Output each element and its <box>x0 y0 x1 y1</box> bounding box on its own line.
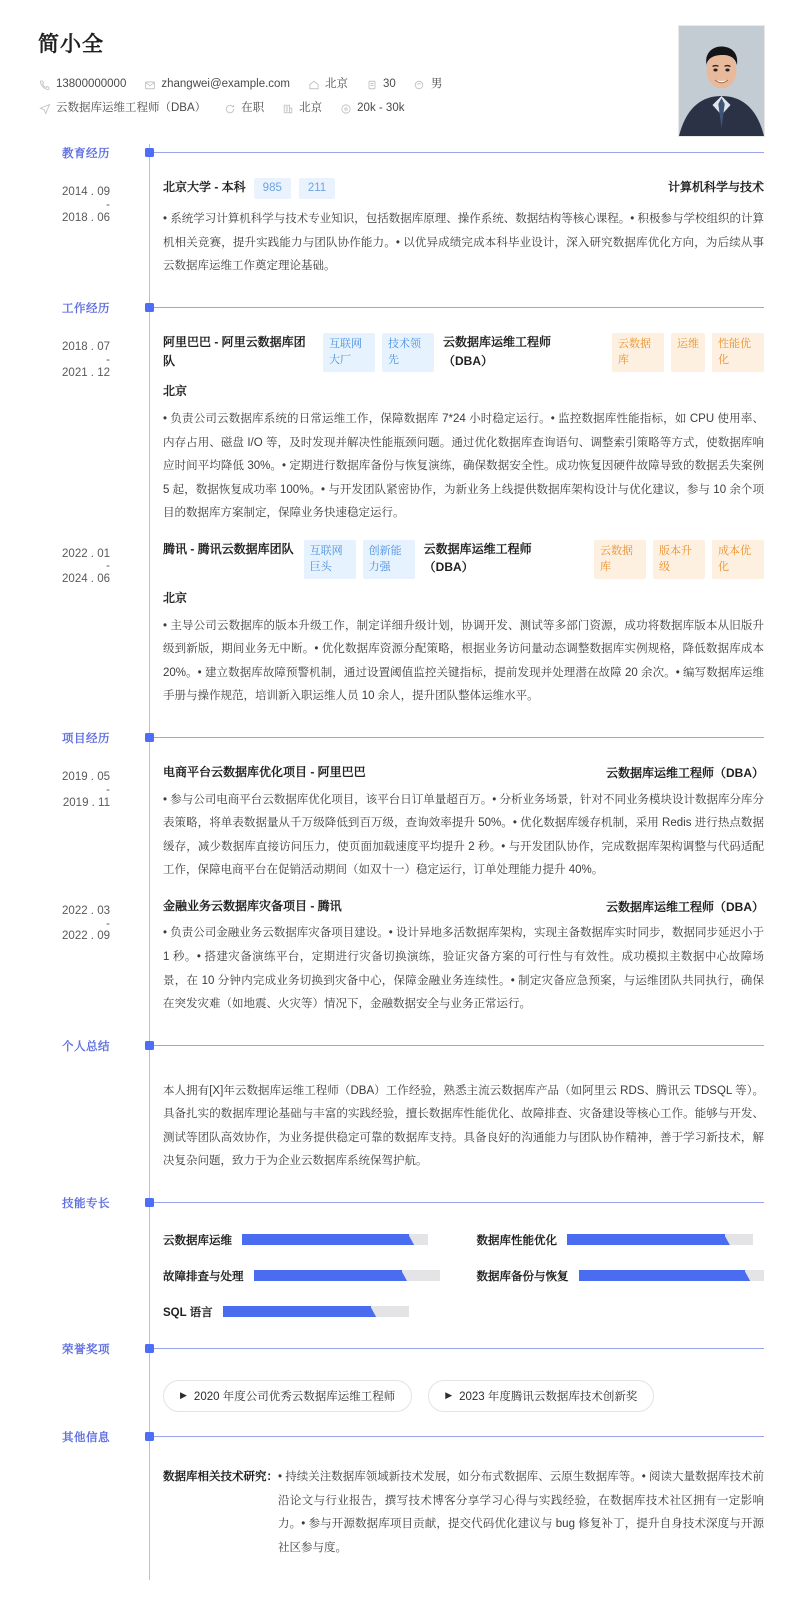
education-date-range <box>0 184 110 226</box>
age-icon <box>365 78 378 91</box>
honor-label: 2020 年度公司优秀云数据库运维工程师 <box>193 1390 396 1403</box>
company-tag: 互联网巨头 <box>304 540 356 579</box>
contact-phone <box>38 78 126 91</box>
skill-label: 故障排查与处理 <box>163 1270 244 1283</box>
skill-item <box>477 1268 765 1284</box>
summary-text: 本人拥有[X]年云数据库运维工程师（DBA）工作经验，熟悉主流云数据库产品（如阿里云 RDS、腾讯云 TDSQL 等）。具备扎实的数据库理论基础与丰富的实践经验，擅长数据库性能优化、故障排查、灾备建设等核心工作。能够与开发、测试等团队高效协作，为业务提供稳定可靠的数据库支持。具备良好的沟通能力与团队协作精神，善于学习新技术，解决复杂问题，致力于为企业云数据库系统保驾护航。 <box>163 1084 764 1168</box>
work-entry <box>0 325 764 532</box>
work-entry-body <box>163 333 764 526</box>
skill-tag: 云数据库 <box>594 540 646 579</box>
work-company-block <box>163 540 542 579</box>
section-label-summary: 个人总结 <box>62 1040 110 1053</box>
timeline-node-icon <box>145 1344 154 1353</box>
date-separator: - <box>106 353 110 366</box>
skill-item <box>163 1232 451 1248</box>
salary-expectation <box>339 102 404 115</box>
skill-progress-fill <box>579 1270 746 1281</box>
mail-icon <box>143 78 156 91</box>
date-start: 2014 . 09 <box>62 186 110 198</box>
triangle-right-icon: ▶ <box>180 1390 187 1401</box>
honor-label: 2023 年度腾讯云数据库技术创新奖 <box>459 1390 638 1403</box>
work-title-row <box>163 540 764 579</box>
education-title-row <box>163 178 764 199</box>
contact-hometown-value: 北京 <box>325 77 349 90</box>
salary-value: 20k - 30k <box>357 101 405 114</box>
date-end: 2019 . 11 <box>62 796 110 809</box>
contact-age-value: 30 <box>383 77 396 90</box>
work-title-row <box>163 333 764 372</box>
date-start: 2018 . 07 <box>62 340 110 353</box>
skill-item <box>163 1304 451 1320</box>
work-status-value: 在职 <box>241 101 265 114</box>
salary-icon <box>339 102 352 115</box>
project-description: • 参与公司电商平台云数据库优化项目，该平台日订单量超百万。• 分析业务场景，针对不同业务模块设计数据库分库分表策略，将单表数据量从千万级降低到百万级，查询效率提升 50%。• 优化数据库缓存机制，采用 Redis 进行热点数据缓存，减少数据库直接访问压力，使页面加载速度平均提升 2 秒。• 与开发团队协作，完成数据库架构调整与代码适配工作，保障电商平台在促销活动期间（如双十一）稳定运行，订单处理能力提升 40%。 <box>163 793 764 877</box>
work-skill-tags <box>612 333 764 372</box>
timeline-node-icon <box>145 303 154 312</box>
timeline-node-icon <box>145 1432 154 1441</box>
skill-progress-track <box>254 1270 440 1281</box>
project-role: 云数据库运维工程师（DBA） <box>606 766 764 780</box>
work-city <box>281 102 322 115</box>
skill-progress-track <box>567 1234 753 1245</box>
skill-item <box>477 1232 765 1248</box>
skill-tag: 云数据库 <box>612 333 664 372</box>
project-title-row <box>163 897 764 916</box>
summary-entry <box>0 1063 764 1180</box>
section-label-education: 教育经历 <box>62 148 110 160</box>
contact-gender <box>413 78 443 91</box>
section-divider <box>152 1348 764 1349</box>
project-date-range <box>0 903 110 945</box>
date-end: 2024 . 06 <box>62 573 110 586</box>
section-work <box>0 299 764 729</box>
project-entry-body <box>163 897 764 1017</box>
section-divider <box>152 1202 764 1203</box>
other-info-text: • 持续关注数据库领域新技术发展，如分布式数据库、云原生数据库等。• 阅读大量数据库技术前沿论文与行业报告，撰写技术博客分享学习心得与实践经验，在数据库技术社区拥有一定影响力。• 参与开源数据库项目贡献，提交代码优化建议与 bug 修复补丁，提升自身技术深度与开源社区参与度。 <box>278 1470 764 1554</box>
section-label-projects: 项目经历 <box>62 733 110 745</box>
date-separator: - <box>106 917 110 930</box>
work-status <box>223 102 264 115</box>
avatar <box>679 26 764 136</box>
company-tag: 互联网大厂 <box>323 333 375 372</box>
resume-body <box>0 144 794 1580</box>
section-other <box>0 1428 764 1560</box>
date-separator: - <box>106 198 110 211</box>
date-separator: - <box>106 560 110 573</box>
project-title: 金融业务云数据库灾备项目 - 腾讯 <box>163 898 342 913</box>
education-entry <box>0 170 764 285</box>
contact-email <box>143 78 290 91</box>
skill-item <box>163 1268 451 1284</box>
section-summary <box>0 1037 764 1194</box>
work-description: • 负责公司云数据库系统的日常运维工作，保障数据库 7*24 小时稳定运行。• 监控数据库性能指标，如 CPU 使用率、内存占用、磁盘 I/O 等，及时发现并解决性能瓶颈问题。通过优化数据库查询语句、调整索引策略等方式，使数据库响应时间平均降低 30%。• 定期进行数据库备份与恢复演练，确保数据安全性。成功恢复因硬件故障导致的数据丢失案例 5 起，数据恢复成功率 100%。• 与开发团队紧密协作，为新业务上线提供数据库架构设计与优化建议，参与 10 余个项目的数据库方案制定，保障业务快速稳定运行。 <box>163 412 764 520</box>
skill-tag: 版本升级 <box>653 540 705 579</box>
work-description: • 主导公司云数据库的版本升级工作，制定详细升级计划，协调开发、测试等多部门资源，成功将数据库版本从旧版升级到新版，期间业务无中断。• 优化数据库资源分配策略，根据业务访问量动态调整数据库实例规格，降低数据库成本 20%。• 建立数据库故障预警机制，通过设置阈值监控关键指标，提前发现并处理潜在故障 20 余次。• 编写数据库运维手册与操作规范，培训新入职运维人员 10 余人，提升团队整体运维水平。 <box>163 619 764 703</box>
date-end: 2018 . 06 <box>62 211 110 224</box>
skill-progress-fill <box>254 1270 403 1281</box>
date-start: 2022 . 03 <box>62 904 110 917</box>
section-header-projects <box>0 729 764 755</box>
skill-label: 数据库性能优化 <box>476 1234 557 1247</box>
spacer <box>0 285 764 299</box>
skill-progress-fill <box>242 1234 409 1245</box>
spacer <box>0 1180 764 1194</box>
gender-icon <box>413 78 426 91</box>
skill-label: SQL 语言 <box>163 1306 213 1319</box>
work-company-tags <box>304 540 415 579</box>
project-entry <box>0 755 764 889</box>
contact-row-primary <box>38 78 679 91</box>
home-icon <box>307 78 320 91</box>
triangle-right-icon: ▶ <box>445 1390 453 1401</box>
work-entry <box>0 532 764 715</box>
project-role: 云数据库运维工程师（DBA） <box>606 899 764 914</box>
work-company-block <box>163 333 561 372</box>
skill-tag: 性能优化 <box>712 333 764 372</box>
work-location: 北京 <box>163 383 188 398</box>
spacer <box>0 715 764 729</box>
education-school: 北京大学 - 本科 <box>163 180 246 194</box>
skill-tag: 成本优化 <box>712 540 764 579</box>
section-divider <box>152 1045 764 1046</box>
date-end: 2021 . 12 <box>62 366 110 379</box>
honors-list <box>163 1366 764 1422</box>
education-school-block <box>163 178 335 199</box>
skills-grid <box>163 1220 764 1326</box>
honor-item[interactable] <box>163 1380 412 1412</box>
contact-email-value: zhangwei@example.com <box>161 77 291 90</box>
city-icon <box>281 102 294 115</box>
contact-row-secondary <box>38 102 679 115</box>
section-header-honors <box>0 1340 764 1366</box>
work-date-range <box>0 339 110 381</box>
section-label-other: 其他信息 <box>62 1431 110 1444</box>
skill-label: 云数据库运维 <box>163 1234 232 1247</box>
timeline-node-icon <box>145 1041 154 1050</box>
section-header-skills <box>0 1194 764 1220</box>
education-entry-body <box>163 178 764 279</box>
work-company: 腾讯 - 腾讯云数据库团队 <box>163 541 294 556</box>
project-date-range <box>0 769 110 811</box>
project-entry-body <box>163 763 764 883</box>
skill-progress-track <box>579 1270 765 1281</box>
section-divider <box>152 1436 764 1437</box>
education-description: • 系统学习计算机科学与技术专业知识，包括数据库原理、操作系统、数据结构等核心课程。• 积极参与学校组织的计算机相关竞赛，提升实践能力与团队协作能力。• 以优异成绩完成本科毕业设计，深入研究数据库优化方向，为后续从事云数据库运维工作奠定理论基础。 <box>163 213 764 273</box>
contact-phone-value: 13800000000 <box>56 77 127 90</box>
section-projects <box>0 729 764 1037</box>
contact-hometown <box>307 78 348 91</box>
contact-age <box>365 78 396 91</box>
section-label-skills: 技能专长 <box>62 1197 110 1210</box>
section-header-summary <box>0 1037 764 1063</box>
company-tag: 创新能力强 <box>363 540 415 579</box>
date-separator: - <box>106 783 110 796</box>
job-intent <box>38 102 206 115</box>
resume-header <box>0 0 794 144</box>
work-company: 阿里巴巴 - 阿里云数据库团队 <box>163 334 306 368</box>
other-info-title: 数据库相关技术研究： <box>163 1470 278 1483</box>
education-tag-985: 985 <box>254 178 291 199</box>
project-title: 电商平台云数据库优化项目 - 阿里巴巴 <box>163 765 366 779</box>
other-info-block <box>163 1454 764 1560</box>
skill-label: 数据库备份与恢复 <box>476 1270 569 1283</box>
phone-icon <box>38 78 51 91</box>
section-skills <box>0 1194 764 1340</box>
work-company-tags <box>323 333 434 372</box>
work-location: 北京 <box>163 590 188 605</box>
education-tag-211: 211 <box>299 178 335 199</box>
spacer <box>0 1326 764 1340</box>
skill-progress-track <box>242 1234 428 1245</box>
date-start: 2019 . 05 <box>62 771 110 783</box>
skill-tag: 运维 <box>671 333 705 372</box>
section-divider <box>152 152 764 153</box>
section-label-work: 工作经历 <box>62 302 110 315</box>
status-icon <box>223 102 236 115</box>
skill-progress-track <box>223 1306 409 1317</box>
work-role: 云数据库运维工程师（DBA） <box>423 541 532 575</box>
contact-gender-value: 男 <box>430 77 443 90</box>
section-label-honors: 荣誉奖项 <box>62 1343 110 1356</box>
timeline-rail <box>149 144 150 1580</box>
honor-item[interactable] <box>428 1380 654 1412</box>
timeline-node-icon <box>145 733 154 742</box>
timeline-node-icon <box>145 1198 154 1207</box>
work-skill-tags <box>594 540 764 579</box>
section-divider <box>152 737 764 738</box>
spacer <box>0 1023 764 1037</box>
work-city-value: 北京 <box>299 101 323 114</box>
page-title: 简小全 <box>38 33 104 56</box>
section-header-work <box>0 299 764 325</box>
position-icon <box>38 102 51 115</box>
date-end: 2022 . 09 <box>62 930 110 943</box>
company-tag: 技术领先 <box>382 333 434 372</box>
education-major: 计算机科学与技术 <box>667 180 764 194</box>
job-intent-value: 云数据库运维工程师（DBA） <box>56 101 207 114</box>
section-honors <box>0 1340 764 1428</box>
summary-body <box>163 1080 764 1174</box>
project-description: • 负责公司金融业务云数据库灾备项目建设。• 设计异地多活数据库架构，实现主备数据库实时同步，数据同步延迟小于 1 秒。• 搭建灾备演练平台，定期进行灾备切换演练，验证灾备方案的可行性与有效性。成功模拟主数据中心故障场景，在 10 分钟内完成业务切换到灾备中心，保障金融业务连续性。• 制定灾备应急预案，与运维团队共同执行，确保在突发灾难（如地震、火灾等）情况下，金融数据安全与业务正常运行。 <box>163 927 764 1011</box>
date-start: 2022 . 01 <box>62 547 110 560</box>
header-left <box>38 26 679 126</box>
work-role: 云数据库运维工程师（DBA） <box>443 334 552 368</box>
skill-progress-fill <box>567 1234 725 1245</box>
timeline-node-icon <box>145 148 154 157</box>
section-education <box>0 144 764 299</box>
project-title-row <box>163 763 764 782</box>
work-date-range <box>0 546 110 588</box>
skill-progress-fill <box>223 1306 372 1317</box>
work-entry-body <box>163 540 764 709</box>
section-header-education <box>0 144 764 170</box>
section-divider <box>152 307 764 308</box>
project-entry <box>0 889 764 1023</box>
section-header-other <box>0 1428 764 1454</box>
